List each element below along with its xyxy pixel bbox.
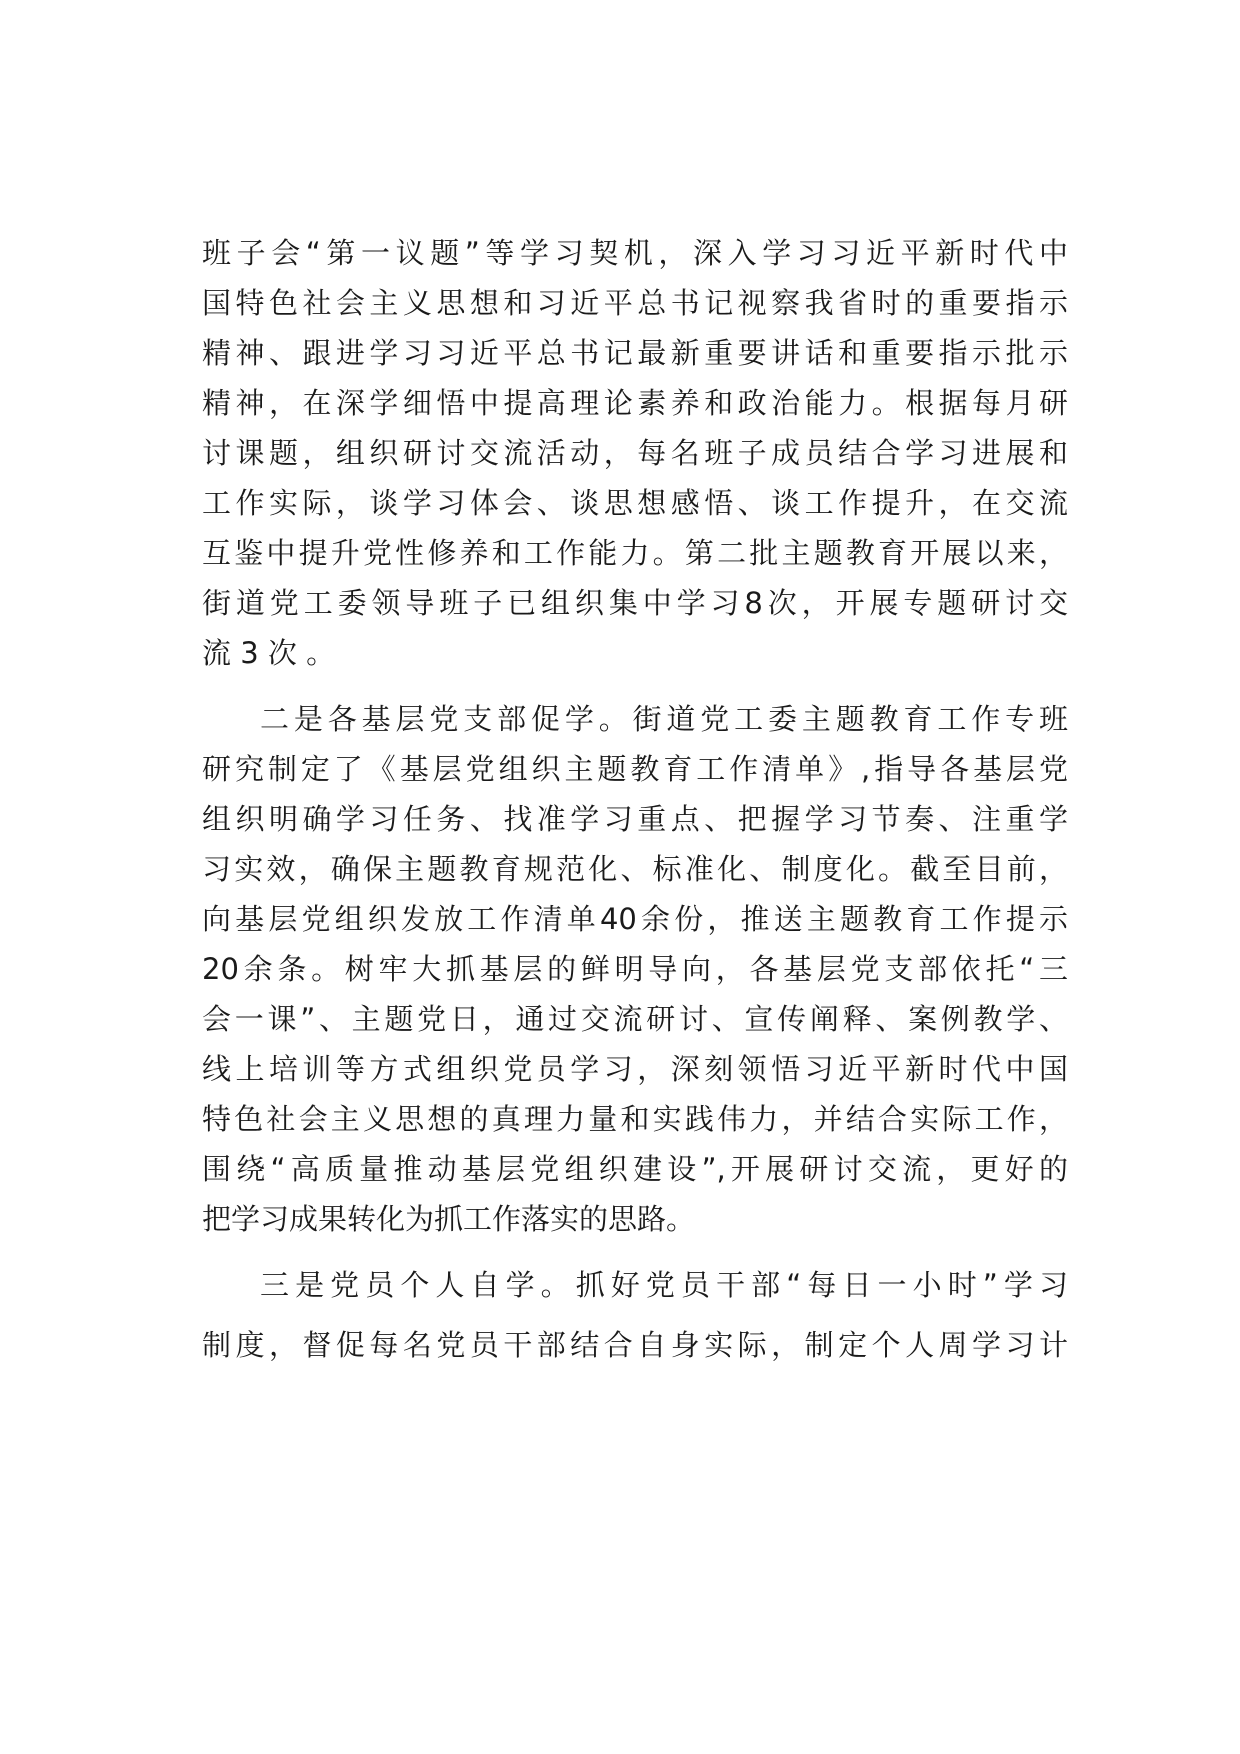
- text-line: 三是党员个人自学。抓好党员干部“每日一小时”学习: [260, 1268, 1068, 1302]
- text-line: 组织明确学习任务、找准学习重点、把握学习节奏、注重学: [202, 802, 1068, 836]
- paragraph-3: [202, 1260, 1068, 1370]
- text-line: 互鉴中提升党性修养和工作能力。第二批主题教育开展以来，: [202, 536, 1068, 570]
- text-line: 围绕“高质量推动基层党组织建设”,开展研讨交流，更好的: [202, 1152, 1068, 1186]
- text-line: 精神、跟进学习习近平总书记最新重要讲话和重要指示批示: [202, 336, 1068, 370]
- paragraph-2: [202, 694, 1068, 1244]
- text-line: 街道党工委领导班子已组织集中学习8次，开展专题研讨交: [202, 586, 1068, 620]
- text-line: 20余条。树牢大抓基层的鲜明导向，各基层党支部依托“三: [202, 952, 1068, 986]
- text-line: 二是各基层党支部促学。街道党工委主题教育工作专班: [260, 702, 1068, 736]
- body-text: [202, 228, 1068, 1370]
- text-line: 线上培训等方式组织党员学习，深刻领悟习近平新时代中国: [202, 1052, 1068, 1086]
- text-line: 特色社会主义思想的真理力量和实践伟力，并结合实际工作，: [202, 1102, 1068, 1136]
- text-line: 把学习成果转化为抓工作落实的思路。: [202, 1202, 696, 1236]
- text-line: 讨课题，组织研讨交流活动，每名班子成员结合学习进展和: [202, 436, 1068, 470]
- text-line: 研究制定了《基层党组织主题教育工作清单》,指导各基层党: [202, 752, 1068, 786]
- text-line: 会一课”、主题党日，通过交流研讨、宣传阐释、案例教学、: [202, 1002, 1068, 1036]
- text-line: 流 3 次 。: [202, 636, 336, 670]
- text-line: 国特色社会主义思想和习近平总书记视察我省时的重要指示: [202, 286, 1068, 320]
- text-line: 向基层党组织发放工作清单40余份，推送主题教育工作提示: [202, 902, 1068, 936]
- paragraph-1: [202, 228, 1068, 678]
- text-line: 制度，督促每名党员干部结合自身实际，制定个人周学习计: [202, 1328, 1068, 1362]
- text-line: 精神，在深学细悟中提高理论素养和政治能力。根据每月研: [202, 386, 1068, 420]
- text-line: 习实效，确保主题教育规范化、标准化、制度化。截至目前，: [202, 852, 1068, 886]
- text-line: 班子会“第一议题”等学习契机，深入学习习近平新时代中: [202, 236, 1068, 270]
- text-line: 工作实际，谈学习体会、谈思想感悟、谈工作提升，在交流: [202, 486, 1068, 520]
